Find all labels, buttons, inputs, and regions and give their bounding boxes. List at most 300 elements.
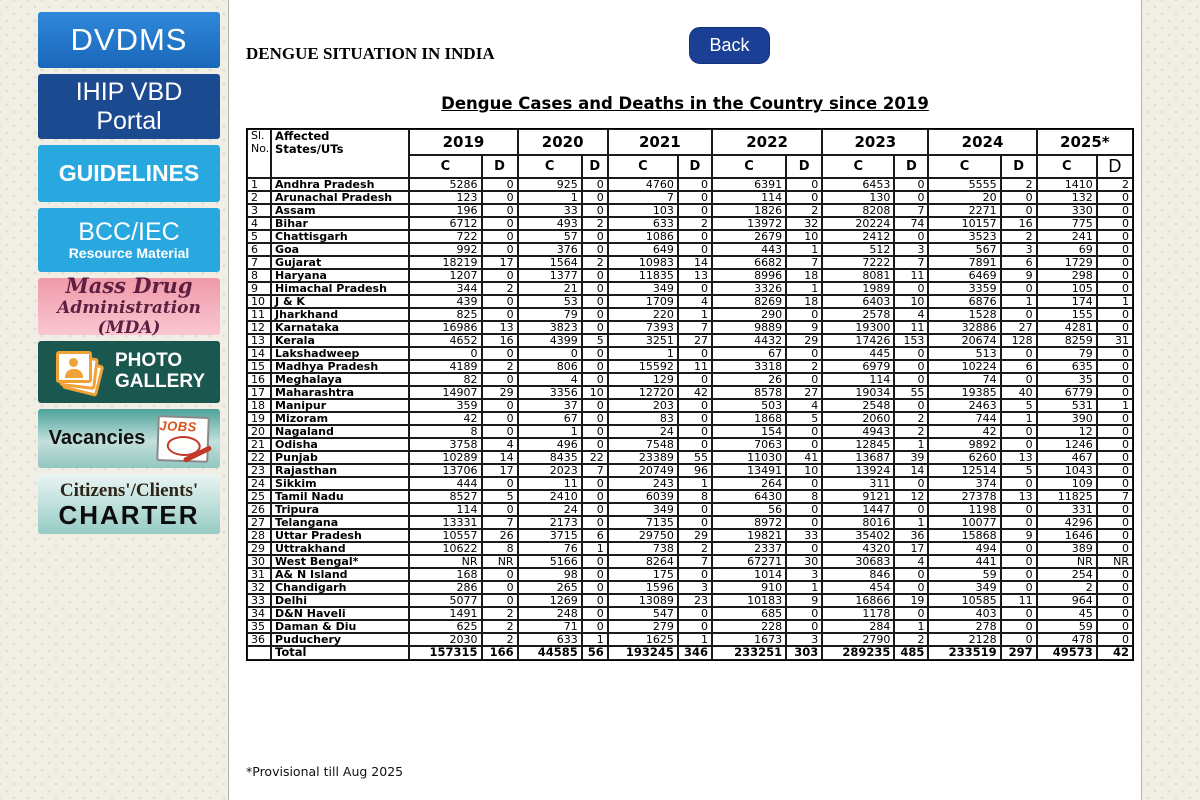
cell-deaths: 4 bbox=[786, 399, 822, 412]
cell-deaths: 0 bbox=[678, 412, 712, 425]
total-cases: 44585 bbox=[518, 646, 582, 660]
cell-cases: 11825 bbox=[1037, 490, 1097, 503]
cell-state-name: Mizoram bbox=[271, 412, 409, 425]
cell-state-name: Puduchery bbox=[271, 633, 409, 646]
cell-deaths: 0 bbox=[582, 412, 608, 425]
cell-deaths: 7 bbox=[786, 256, 822, 269]
cell-cases: 67 bbox=[518, 412, 582, 425]
table-row bbox=[247, 308, 1133, 321]
cell-cases: 8016 bbox=[822, 516, 894, 529]
cell-cases: 6403 bbox=[822, 295, 894, 308]
total-label: Total bbox=[271, 646, 409, 660]
cell-deaths: 1 bbox=[678, 308, 712, 321]
cell-deaths: 14 bbox=[894, 464, 928, 477]
cell-deaths: 0 bbox=[786, 178, 822, 191]
cell-sl-no: 6 bbox=[247, 243, 271, 256]
cell-deaths: 0 bbox=[1001, 425, 1037, 438]
photo-stack-icon bbox=[53, 349, 105, 395]
cell-deaths: 128 bbox=[1001, 334, 1037, 347]
cell-deaths: 0 bbox=[678, 204, 712, 217]
cell-cases: 82 bbox=[409, 373, 481, 386]
cell-cases: 445 bbox=[822, 347, 894, 360]
cell-deaths: 0 bbox=[582, 477, 608, 490]
cell-cases: 567 bbox=[928, 243, 1000, 256]
cell-deaths: 0 bbox=[786, 308, 822, 321]
cell-deaths: 11 bbox=[894, 269, 928, 282]
cell-cases: 83 bbox=[608, 412, 678, 425]
cell-deaths: 0 bbox=[678, 347, 712, 360]
col-header-deaths: D bbox=[894, 155, 928, 178]
cell-cases: 4281 bbox=[1037, 321, 1097, 334]
cell-state-name: Gujarat bbox=[271, 256, 409, 269]
col-header-deaths: D bbox=[786, 155, 822, 178]
cell-cases: 2128 bbox=[928, 633, 1000, 646]
cell-deaths: 0 bbox=[482, 217, 518, 230]
cell-deaths: 4 bbox=[482, 438, 518, 451]
cell-deaths: 11 bbox=[678, 360, 712, 373]
cell-cases: 4296 bbox=[1037, 516, 1097, 529]
cell-cases: 35402 bbox=[822, 529, 894, 542]
cell-cases: 1 bbox=[518, 425, 582, 438]
cell-cases: 806 bbox=[518, 360, 582, 373]
cell-state-name: Meghalaya bbox=[271, 373, 409, 386]
cell-cases: 284 bbox=[822, 620, 894, 633]
table-row bbox=[247, 243, 1133, 256]
cell-sl-no: 34 bbox=[247, 607, 271, 620]
total-cases: 233519 bbox=[928, 646, 1000, 660]
cell-state-name: Chattisgarh bbox=[271, 230, 409, 243]
cell-deaths: 0 bbox=[894, 347, 928, 360]
cell-cases: 2337 bbox=[712, 542, 786, 555]
cell-cases: 69 bbox=[1037, 243, 1097, 256]
cell-cases: 1868 bbox=[712, 412, 786, 425]
cell-deaths: 6 bbox=[1001, 256, 1037, 269]
cell-cases: 5166 bbox=[518, 555, 582, 568]
cell-cases: 8269 bbox=[712, 295, 786, 308]
cell-state-name: Jharkhand bbox=[271, 308, 409, 321]
table-row bbox=[247, 386, 1133, 399]
cell-sl-no: 11 bbox=[247, 308, 271, 321]
cell-state-name: Arunachal Pradesh bbox=[271, 191, 409, 204]
sidebar-item-ihip-vbd-portal[interactable] bbox=[38, 74, 220, 139]
cell-deaths: 0 bbox=[786, 503, 822, 516]
cell-cases: 286 bbox=[409, 581, 481, 594]
sidebar-item-guidelines[interactable] bbox=[38, 145, 220, 202]
bcc-label-line2: Resource Material bbox=[68, 245, 190, 262]
year-header: 2025* bbox=[1037, 129, 1133, 155]
table-row bbox=[247, 542, 1133, 555]
cell-cases: 1043 bbox=[1037, 464, 1097, 477]
cell-deaths: 1 bbox=[786, 282, 822, 295]
cell-deaths: 0 bbox=[894, 581, 928, 594]
cell-cases: 8259 bbox=[1037, 334, 1097, 347]
cell-deaths: 3 bbox=[678, 581, 712, 594]
cell-deaths: 0 bbox=[894, 477, 928, 490]
cell-cases: 114 bbox=[822, 373, 894, 386]
cell-deaths: 3 bbox=[1001, 243, 1037, 256]
cell-deaths: 0 bbox=[1097, 412, 1133, 425]
total-deaths: 42 bbox=[1097, 646, 1133, 660]
cell-deaths: 0 bbox=[1001, 542, 1037, 555]
cell-cases: 114 bbox=[712, 191, 786, 204]
cell-cases: 11030 bbox=[712, 451, 786, 464]
cell-cases: 13089 bbox=[608, 594, 678, 607]
cell-deaths: 2 bbox=[894, 633, 928, 646]
cell-deaths: 0 bbox=[482, 581, 518, 594]
cell-deaths: 0 bbox=[1097, 256, 1133, 269]
cell-cases: 1826 bbox=[712, 204, 786, 217]
cell-state-name: Goa bbox=[271, 243, 409, 256]
cell-state-name: Kerala bbox=[271, 334, 409, 347]
cell-deaths: 2 bbox=[786, 360, 822, 373]
cell-state-name: Maharashtra bbox=[271, 386, 409, 399]
cell-deaths: 0 bbox=[1001, 516, 1037, 529]
cell-cases: 1 bbox=[608, 347, 678, 360]
cell-cases: 8264 bbox=[608, 555, 678, 568]
cell-deaths: 0 bbox=[678, 516, 712, 529]
cell-cases: 16866 bbox=[822, 594, 894, 607]
cell-sl-no: 32 bbox=[247, 581, 271, 594]
cell-cases: 467 bbox=[1037, 451, 1097, 464]
cell-cases: 10585 bbox=[928, 594, 1000, 607]
cell-state-name: Uttrakhand bbox=[271, 542, 409, 555]
total-deaths: 297 bbox=[1001, 646, 1037, 660]
cell-deaths: 18 bbox=[786, 295, 822, 308]
total-cases: 233251 bbox=[712, 646, 786, 660]
cell-sl-no bbox=[247, 646, 271, 660]
cell-sl-no: 21 bbox=[247, 438, 271, 451]
table-row bbox=[247, 334, 1133, 347]
sidebar bbox=[38, 12, 220, 540]
cell-cases: 825 bbox=[409, 308, 481, 321]
cell-deaths: 1 bbox=[894, 516, 928, 529]
col-header-cases: C bbox=[608, 155, 678, 178]
cell-deaths: 19 bbox=[894, 594, 928, 607]
cell-deaths: 4 bbox=[894, 308, 928, 321]
page-title: DENGUE SITUATION IN INDIA bbox=[246, 44, 495, 63]
cell-deaths: 0 bbox=[1097, 230, 1133, 243]
cell-deaths: 0 bbox=[582, 503, 608, 516]
cell-deaths: 55 bbox=[678, 451, 712, 464]
cell-deaths: 0 bbox=[786, 607, 822, 620]
cell-cases: 123 bbox=[409, 191, 481, 204]
cell-cases: 444 bbox=[409, 477, 481, 490]
cell-deaths: 0 bbox=[786, 620, 822, 633]
cell-cases: 220 bbox=[608, 308, 678, 321]
cell-cases: 633 bbox=[608, 217, 678, 230]
jobs-newspaper-icon bbox=[157, 415, 211, 463]
table-row bbox=[247, 399, 1133, 412]
cell-deaths: 0 bbox=[786, 438, 822, 451]
cell-deaths: 2 bbox=[582, 256, 608, 269]
cell-cases: 349 bbox=[608, 503, 678, 516]
col-header-cases: C bbox=[822, 155, 894, 178]
table-row bbox=[247, 581, 1133, 594]
cell-deaths: 2 bbox=[482, 607, 518, 620]
cell-sl-no: 29 bbox=[247, 542, 271, 555]
cell-deaths: 0 bbox=[786, 477, 822, 490]
cell-cases: 254 bbox=[1037, 568, 1097, 581]
col-header-cases: C bbox=[409, 155, 481, 178]
cell-deaths: 0 bbox=[1097, 477, 1133, 490]
table-row bbox=[247, 178, 1133, 191]
cell-deaths: 0 bbox=[1097, 529, 1133, 542]
cell-cases: 4 bbox=[518, 373, 582, 386]
cell-deaths: 0 bbox=[1097, 607, 1133, 620]
cell-deaths: 0 bbox=[1097, 464, 1133, 477]
sidebar-item-dvdms[interactable] bbox=[38, 12, 220, 68]
cell-cases: 8972 bbox=[712, 516, 786, 529]
cell-cases: 53 bbox=[518, 295, 582, 308]
cell-deaths: 0 bbox=[482, 191, 518, 204]
cell-deaths: 1 bbox=[894, 438, 928, 451]
cell-cases: 7222 bbox=[822, 256, 894, 269]
cell-deaths: 18 bbox=[786, 269, 822, 282]
cell-cases: 1729 bbox=[1037, 256, 1097, 269]
cell-cases: 964 bbox=[1037, 594, 1097, 607]
cell-cases: 32886 bbox=[928, 321, 1000, 334]
year-header: 2022 bbox=[712, 129, 822, 155]
cell-state-name: Nagaland bbox=[271, 425, 409, 438]
cell-deaths: 2 bbox=[678, 542, 712, 555]
col-header-cases: C bbox=[518, 155, 582, 178]
cell-deaths: 33 bbox=[786, 529, 822, 542]
cell-deaths: 0 bbox=[894, 178, 928, 191]
cell-cases: 196 bbox=[409, 204, 481, 217]
cell-deaths: 23 bbox=[678, 594, 712, 607]
cell-cases: 531 bbox=[1037, 399, 1097, 412]
table-row bbox=[247, 477, 1133, 490]
table-row bbox=[247, 191, 1133, 204]
cell-deaths: 0 bbox=[1001, 555, 1037, 568]
cell-cases: 9121 bbox=[822, 490, 894, 503]
cell-deaths: 9 bbox=[1001, 529, 1037, 542]
cell-cases: 1410 bbox=[1037, 178, 1097, 191]
total-deaths: 485 bbox=[894, 646, 928, 660]
table-row bbox=[247, 633, 1133, 646]
cell-cases: 59 bbox=[928, 568, 1000, 581]
table-row bbox=[247, 529, 1133, 542]
cell-deaths: 2 bbox=[482, 633, 518, 646]
cell-deaths: 27 bbox=[1001, 321, 1037, 334]
cell-deaths: 0 bbox=[582, 243, 608, 256]
cell-deaths: 0 bbox=[1001, 347, 1037, 360]
cell-state-name: Tripura bbox=[271, 503, 409, 516]
sl-header-line: Sl. bbox=[251, 129, 265, 142]
cell-cases: 1528 bbox=[928, 308, 1000, 321]
cell-cases: 129 bbox=[608, 373, 678, 386]
charter-label-line1: Citizens'/Clients' bbox=[59, 480, 199, 501]
cell-cases: 20674 bbox=[928, 334, 1000, 347]
cell-deaths: 5 bbox=[482, 490, 518, 503]
cell-deaths: 0 bbox=[786, 542, 822, 555]
cell-cases: 349 bbox=[608, 282, 678, 295]
cell-cases: 9889 bbox=[712, 321, 786, 334]
cell-deaths: 0 bbox=[482, 243, 518, 256]
cell-cases: 12845 bbox=[822, 438, 894, 451]
jobs-badge-text: JOBS bbox=[159, 417, 198, 434]
cell-cases: 10622 bbox=[409, 542, 481, 555]
cell-cases: 1207 bbox=[409, 269, 481, 282]
cell-cases: 42 bbox=[928, 425, 1000, 438]
cell-deaths: 26 bbox=[482, 529, 518, 542]
cell-cases: 67271 bbox=[712, 555, 786, 568]
cell-cases: 15592 bbox=[608, 360, 678, 373]
cell-deaths: 0 bbox=[1097, 425, 1133, 438]
cell-cases: 76 bbox=[518, 542, 582, 555]
main-content-panel bbox=[228, 0, 1142, 800]
cell-sl-no: 16 bbox=[247, 373, 271, 386]
cell-deaths: 0 bbox=[1001, 568, 1037, 581]
cell-cases: 33 bbox=[518, 204, 582, 217]
cell-deaths: NR bbox=[1097, 555, 1133, 568]
cell-sl-no: 12 bbox=[247, 321, 271, 334]
cell-deaths: 5 bbox=[786, 412, 822, 425]
total-row bbox=[247, 646, 1133, 660]
cell-cases: 19034 bbox=[822, 386, 894, 399]
cell-cases: 13491 bbox=[712, 464, 786, 477]
cell-cases: 154 bbox=[712, 425, 786, 438]
cell-deaths: 7 bbox=[1097, 490, 1133, 503]
total-deaths: 56 bbox=[582, 646, 608, 660]
cell-cases: 374 bbox=[928, 477, 1000, 490]
cell-cases: 16986 bbox=[409, 321, 481, 334]
cell-cases: NR bbox=[409, 555, 481, 568]
cell-deaths: 11 bbox=[894, 321, 928, 334]
cell-cases: 130 bbox=[822, 191, 894, 204]
cell-deaths: 16 bbox=[1001, 217, 1037, 230]
sidebar-item-citizens-charter[interactable] bbox=[38, 474, 220, 534]
cell-sl-no: 14 bbox=[247, 347, 271, 360]
cell-deaths: 0 bbox=[582, 191, 608, 204]
cell-deaths: 17 bbox=[482, 256, 518, 269]
cell-deaths: 0 bbox=[582, 373, 608, 386]
cell-deaths: 1 bbox=[1001, 412, 1037, 425]
cell-deaths: 0 bbox=[582, 321, 608, 334]
cell-deaths: 153 bbox=[894, 334, 928, 347]
photo-label-line1: PHOTO bbox=[114, 350, 183, 372]
cell-sl-no: 27 bbox=[247, 516, 271, 529]
cell-cases: 37 bbox=[518, 399, 582, 412]
year-header: 2023 bbox=[822, 129, 928, 155]
cell-state-name: Punjab bbox=[271, 451, 409, 464]
cell-cases: 344 bbox=[409, 282, 481, 295]
cell-cases: 7135 bbox=[608, 516, 678, 529]
cell-cases: 722 bbox=[409, 230, 481, 243]
cell-deaths: 2 bbox=[582, 217, 608, 230]
cell-deaths: 0 bbox=[678, 230, 712, 243]
cell-state-name: Karnataka bbox=[271, 321, 409, 334]
cell-cases: 9892 bbox=[928, 438, 1000, 451]
ihip-label-line2: Portal bbox=[96, 106, 162, 135]
cell-deaths: 0 bbox=[482, 178, 518, 191]
total-cases: 157315 bbox=[409, 646, 481, 660]
cell-sl-no: 25 bbox=[247, 490, 271, 503]
cell-deaths: 7 bbox=[482, 516, 518, 529]
cell-deaths: 0 bbox=[482, 594, 518, 607]
cell-deaths: 1 bbox=[1001, 295, 1037, 308]
cell-cases: 2410 bbox=[518, 490, 582, 503]
cell-deaths: 0 bbox=[1097, 308, 1133, 321]
cell-deaths: 2 bbox=[894, 412, 928, 425]
sidebar-item-vacancies[interactable] bbox=[38, 409, 220, 468]
cell-deaths: 0 bbox=[1097, 581, 1133, 594]
cell-cases: 635 bbox=[1037, 360, 1097, 373]
table-row bbox=[247, 425, 1133, 438]
cell-state-name: A& N Island bbox=[271, 568, 409, 581]
cell-cases: 8578 bbox=[712, 386, 786, 399]
cell-deaths: 0 bbox=[1097, 191, 1133, 204]
col-header-deaths: D bbox=[1097, 155, 1133, 178]
charter-label-line2: CHARTER bbox=[58, 500, 200, 530]
cell-cases: 10157 bbox=[928, 217, 1000, 230]
cell-cases: 6430 bbox=[712, 490, 786, 503]
cell-cases: 103 bbox=[608, 204, 678, 217]
cell-cases: 2060 bbox=[822, 412, 894, 425]
cell-cases: 26 bbox=[712, 373, 786, 386]
cell-cases: 1709 bbox=[608, 295, 678, 308]
table-row bbox=[247, 438, 1133, 451]
cell-cases: 512 bbox=[822, 243, 894, 256]
cell-cases: 19300 bbox=[822, 321, 894, 334]
cell-deaths: 0 bbox=[1097, 243, 1133, 256]
cell-deaths: 32 bbox=[786, 217, 822, 230]
cell-deaths: 9 bbox=[1001, 269, 1037, 282]
cell-deaths: 7 bbox=[894, 204, 928, 217]
sidebar-item-mda[interactable] bbox=[38, 273, 220, 338]
cell-deaths: 30 bbox=[786, 555, 822, 568]
cell-sl-no: 17 bbox=[247, 386, 271, 399]
cell-cases: 1564 bbox=[518, 256, 582, 269]
cell-deaths: 0 bbox=[582, 282, 608, 295]
cell-cases: 203 bbox=[608, 399, 678, 412]
table-row bbox=[247, 594, 1133, 607]
cell-cases: 992 bbox=[409, 243, 481, 256]
cell-cases: 67 bbox=[712, 347, 786, 360]
cell-deaths: 0 bbox=[482, 204, 518, 217]
cell-deaths: 0 bbox=[482, 347, 518, 360]
cell-deaths: 0 bbox=[582, 425, 608, 438]
cell-deaths: 7 bbox=[678, 321, 712, 334]
cell-cases: 8208 bbox=[822, 204, 894, 217]
back-button[interactable]: Back bbox=[689, 27, 770, 64]
cell-cases: 331 bbox=[1037, 503, 1097, 516]
total-deaths: 346 bbox=[678, 646, 712, 660]
cell-deaths: 0 bbox=[482, 295, 518, 308]
cell-deaths: 0 bbox=[482, 373, 518, 386]
cell-cases: 4760 bbox=[608, 178, 678, 191]
cell-deaths: 13 bbox=[678, 269, 712, 282]
cell-deaths: 0 bbox=[482, 477, 518, 490]
table-title: Dengue Cases and Deaths in the Country since 2019 bbox=[441, 94, 929, 113]
cell-deaths: 0 bbox=[582, 399, 608, 412]
cell-cases: 45 bbox=[1037, 607, 1097, 620]
sidebar-item-bcc-iec[interactable] bbox=[38, 208, 220, 272]
cell-cases: 376 bbox=[518, 243, 582, 256]
table-row bbox=[247, 555, 1133, 568]
table-row bbox=[247, 503, 1133, 516]
cell-deaths: 0 bbox=[786, 347, 822, 360]
cell-cases: 264 bbox=[712, 477, 786, 490]
cell-cases: 8435 bbox=[518, 451, 582, 464]
cell-cases: 12514 bbox=[928, 464, 1000, 477]
cell-deaths: 16 bbox=[482, 334, 518, 347]
cell-cases: 439 bbox=[409, 295, 481, 308]
cell-deaths: 17 bbox=[482, 464, 518, 477]
cell-cases: 24 bbox=[518, 503, 582, 516]
sidebar-item-photo-gallery[interactable] bbox=[38, 341, 220, 403]
cell-deaths: 0 bbox=[482, 230, 518, 243]
